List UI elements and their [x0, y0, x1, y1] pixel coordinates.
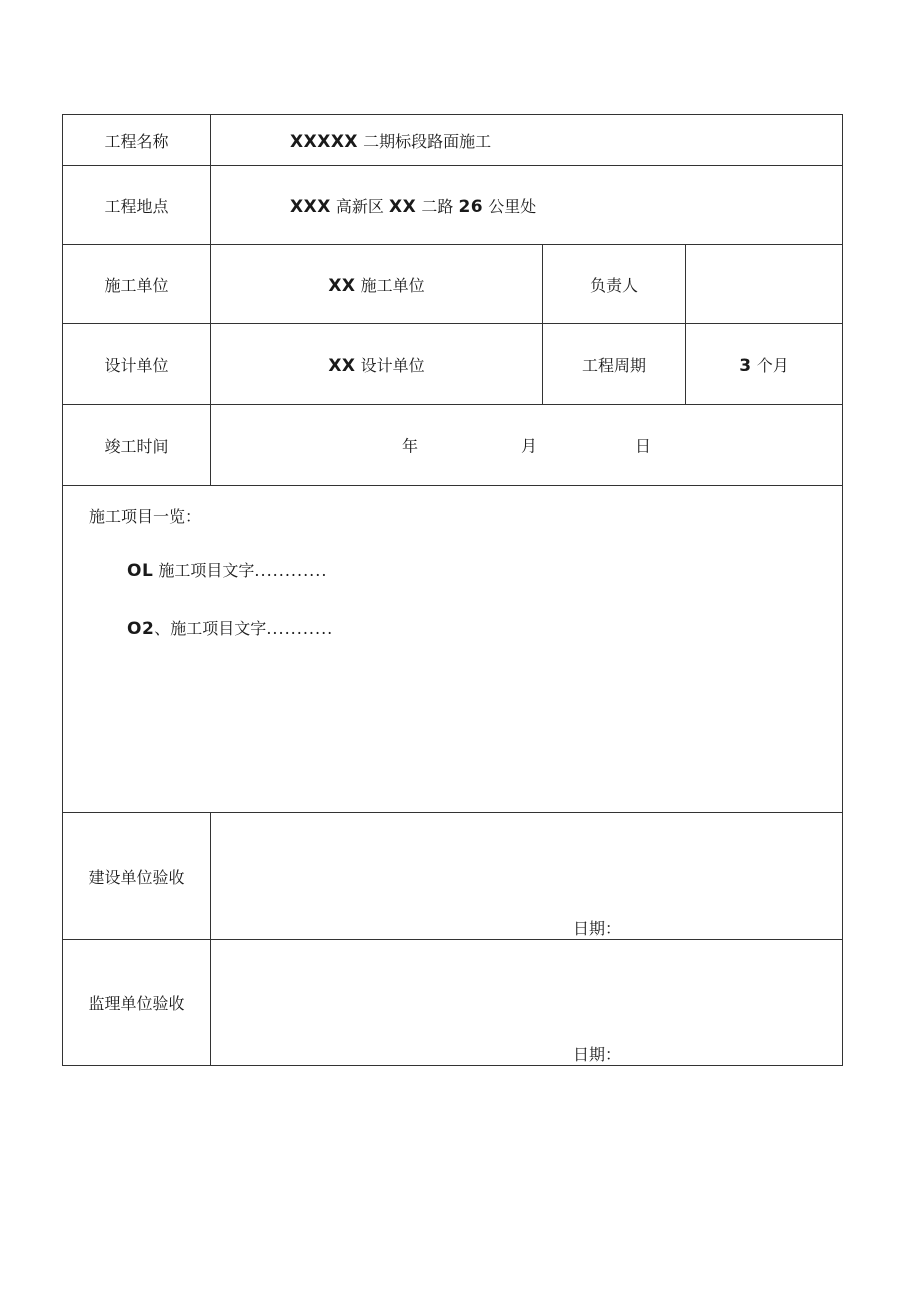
overview-item-2 — [127, 616, 333, 639]
project-name-text: 二期标段路面施工 — [363, 131, 492, 151]
overview-item-2-text: 施工项目文字 — [170, 619, 267, 638]
project-name-label: 工程名称 — [63, 115, 211, 166]
location-code-1: XXX — [290, 196, 331, 217]
overview-item-1-number: OL — [127, 561, 154, 581]
completion-month-label: 月 — [521, 436, 538, 456]
row-design-unit — [63, 324, 843, 405]
owner-acceptance-date-label: 日期： — [573, 919, 622, 938]
owner-acceptance-signature[interactable] — [211, 813, 843, 940]
row-project-location — [63, 166, 843, 245]
person-in-charge-value[interactable] — [686, 245, 843, 324]
row-project-overview — [63, 486, 843, 813]
overview-item-1 — [127, 558, 327, 581]
completion-day-label: 日 — [635, 436, 652, 456]
project-period-number: 3 — [739, 355, 752, 376]
completion-year-label: 年 — [402, 436, 419, 456]
project-overview-cell[interactable] — [63, 486, 843, 813]
construction-unit-code: XX — [328, 275, 356, 296]
row-owner-acceptance — [63, 813, 843, 940]
supervisor-acceptance-date-label: 日期： — [573, 1045, 622, 1064]
completion-time-value[interactable] — [211, 405, 843, 486]
project-period-label: 工程周期 — [543, 324, 686, 405]
design-unit-value[interactable] — [211, 324, 543, 405]
design-unit-text: 设计单位 — [360, 355, 425, 375]
project-location-value[interactable] — [211, 166, 843, 245]
overview-item-2-number: O2 — [127, 619, 155, 639]
overview-item-1-dots: ............ — [254, 561, 328, 580]
row-project-name — [63, 115, 843, 166]
completion-time-label: 竣工时间 — [63, 405, 211, 486]
person-in-charge-label: 负责人 — [543, 245, 686, 324]
project-name-code: XXXXX — [290, 131, 359, 152]
overview-title: 施工项目一览： — [89, 507, 202, 526]
construction-unit-label: 施工单位 — [63, 245, 211, 324]
project-name-value[interactable] — [211, 115, 843, 166]
construction-unit-text: 施工单位 — [360, 275, 425, 295]
location-text-2: 二路 — [421, 196, 454, 216]
overview-item-2-separator: 、 — [154, 619, 171, 638]
design-unit-code: XX — [328, 355, 356, 376]
location-text-1: 高新区 — [335, 196, 384, 216]
row-completion-time — [63, 405, 843, 486]
location-code-2: XX — [389, 196, 417, 217]
supervisor-acceptance-label: 监理单位验收 — [63, 940, 211, 1066]
location-code-3: 26 — [458, 196, 484, 217]
project-location-label: 工程地点 — [63, 166, 211, 245]
owner-acceptance-label: 建设单位验收 — [63, 813, 211, 940]
construction-unit-value[interactable] — [211, 245, 543, 324]
row-construction-unit — [63, 245, 843, 324]
supervisor-acceptance-signature[interactable] — [211, 940, 843, 1066]
overview-item-1-text: 施工项目文字 — [158, 561, 255, 580]
overview-item-2-dots: ........... — [266, 619, 334, 638]
project-period-unit: 个月 — [756, 355, 789, 375]
row-supervisor-acceptance — [63, 940, 843, 1066]
design-unit-label: 设计单位 — [63, 324, 211, 405]
location-text-3: 公里处 — [488, 196, 537, 216]
project-completion-form — [62, 114, 843, 1066]
project-period-value[interactable] — [686, 324, 843, 405]
